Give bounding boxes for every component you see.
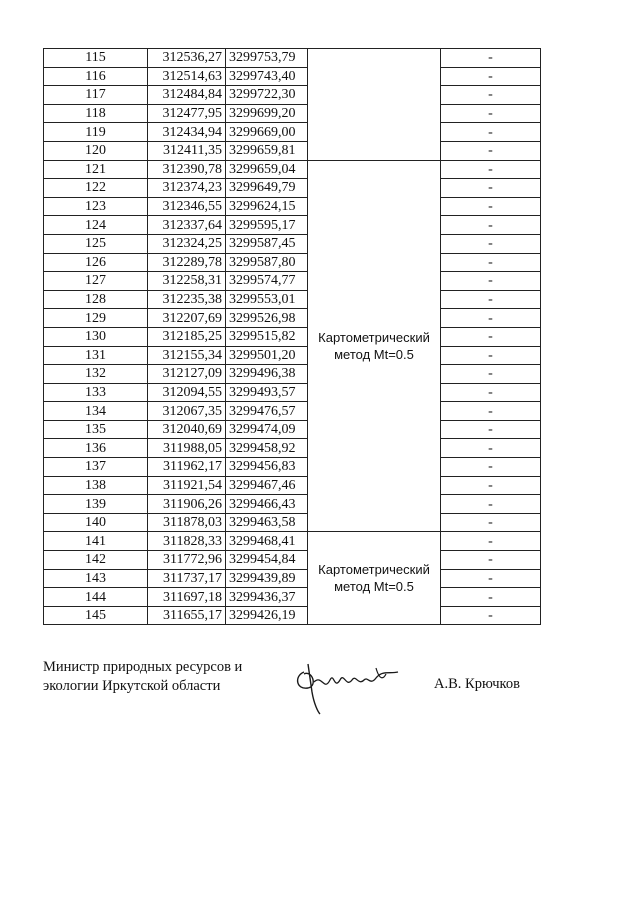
point-number-cell: 135 [44,420,148,439]
note-cell: - [441,86,541,105]
point-number-cell: 137 [44,458,148,477]
x-coordinate-cell: 311655,17 [148,606,226,625]
x-coordinate-cell: 312514,63 [148,67,226,86]
x-coordinate-cell: 312374,23 [148,179,226,198]
point-number-cell: 140 [44,513,148,532]
table-row [44,588,541,607]
x-coordinate-cell: 311921,54 [148,476,226,495]
y-coordinate-cell: 3299722,30 [226,86,308,105]
table-row [44,160,541,179]
method-label-line-1: Картометрический [318,330,430,345]
point-number-cell: 142 [44,551,148,570]
x-coordinate-cell: 312484,84 [148,86,226,105]
point-number-cell: 133 [44,383,148,402]
x-coordinate-cell: 311828,33 [148,532,226,551]
table-row [44,439,541,458]
table-row [44,197,541,216]
note-cell: - [441,458,541,477]
note-cell: - [441,216,541,235]
point-number-cell: 120 [44,141,148,160]
y-coordinate-cell: 3299659,81 [226,141,308,160]
note-cell: - [441,606,541,625]
x-coordinate-cell: 312067,35 [148,402,226,421]
x-coordinate-cell: 312536,27 [148,49,226,68]
note-cell: - [441,234,541,253]
point-number-cell: 132 [44,365,148,384]
y-coordinate-cell: 3299699,20 [226,104,308,123]
table-row [44,346,541,365]
x-coordinate-cell: 312337,64 [148,216,226,235]
note-cell: - [441,290,541,309]
y-coordinate-cell: 3299595,17 [226,216,308,235]
table-row [44,104,541,123]
note-cell: - [441,569,541,588]
note-cell: - [441,588,541,607]
y-coordinate-cell: 3299466,43 [226,495,308,514]
point-number-cell: 115 [44,49,148,68]
x-coordinate-cell: 312324,25 [148,234,226,253]
y-coordinate-cell: 3299753,79 [226,49,308,68]
table-row [44,216,541,235]
y-coordinate-cell: 3299743,40 [226,67,308,86]
point-number-cell: 139 [44,495,148,514]
note-cell: - [441,104,541,123]
signatory-position [43,658,242,696]
table-row [44,420,541,439]
x-coordinate-cell: 312346,55 [148,197,226,216]
table-row [44,234,541,253]
y-coordinate-cell: 3299501,20 [226,346,308,365]
x-coordinate-cell: 312477,95 [148,104,226,123]
table-row [44,141,541,160]
y-coordinate-cell: 3299456,83 [226,458,308,477]
note-cell: - [441,49,541,68]
point-number-cell: 117 [44,86,148,105]
table-row [44,476,541,495]
x-coordinate-cell: 312185,25 [148,327,226,346]
note-cell: - [441,402,541,421]
method-cell [308,532,441,625]
y-coordinate-cell: 3299474,09 [226,420,308,439]
x-coordinate-cell: 312289,78 [148,253,226,272]
point-number-cell: 124 [44,216,148,235]
table-row [44,290,541,309]
point-number-cell: 127 [44,272,148,291]
y-coordinate-cell: 3299436,37 [226,588,308,607]
table-row [44,495,541,514]
note-cell: - [441,253,541,272]
point-number-cell: 141 [44,532,148,551]
y-coordinate-cell: 3299526,98 [226,309,308,328]
point-number-cell: 118 [44,104,148,123]
table-row [44,606,541,625]
table-row [44,383,541,402]
y-coordinate-cell: 3299659,04 [226,160,308,179]
y-coordinate-cell: 3299624,15 [226,197,308,216]
note-cell: - [441,141,541,160]
point-number-cell: 131 [44,346,148,365]
note-cell: - [441,123,541,142]
x-coordinate-cell: 311878,03 [148,513,226,532]
point-number-cell: 130 [44,327,148,346]
y-coordinate-cell: 3299587,45 [226,234,308,253]
note-cell: - [441,67,541,86]
y-coordinate-cell: 3299496,38 [226,365,308,384]
table-row [44,327,541,346]
y-coordinate-cell: 3299468,41 [226,532,308,551]
point-number-cell: 138 [44,476,148,495]
coordinates-table [43,48,541,625]
method-label-line-1: Картометрический [318,562,430,578]
x-coordinate-cell: 311772,96 [148,551,226,570]
table-row [44,365,541,384]
table-row [44,86,541,105]
y-coordinate-cell: 3299458,92 [226,439,308,458]
signatory-name: А.В. Крючков [434,676,520,692]
method-cell [308,49,441,161]
method-label-line-2: метод Mt=0.5 [334,347,414,362]
note-cell: - [441,272,541,291]
point-number-cell: 125 [44,234,148,253]
note-cell: - [441,160,541,179]
position-line-1: Министр природных ресурсов и [43,659,243,675]
x-coordinate-cell: 311988,05 [148,439,226,458]
x-coordinate-cell: 312258,31 [148,272,226,291]
point-number-cell: 144 [44,588,148,607]
note-cell: - [441,551,541,570]
note-cell: - [441,365,541,384]
note-cell: - [441,346,541,365]
point-number-cell: 121 [44,160,148,179]
note-cell: - [441,309,541,328]
coordinates-table-body [44,49,541,625]
point-number-cell: 143 [44,569,148,588]
y-coordinate-cell: 3299426,19 [226,606,308,625]
point-number-cell: 123 [44,197,148,216]
note-cell: - [441,383,541,402]
table-row [44,123,541,142]
x-coordinate-cell: 311906,26 [148,495,226,514]
table-row [44,402,541,421]
table-row [44,513,541,532]
x-coordinate-cell: 312434,94 [148,123,226,142]
method-cell [308,160,441,532]
y-coordinate-cell: 3299669,00 [226,123,308,142]
x-coordinate-cell: 312207,69 [148,309,226,328]
x-coordinate-cell: 311962,17 [148,458,226,477]
y-coordinate-cell: 3299574,77 [226,272,308,291]
point-number-cell: 145 [44,606,148,625]
note-cell: - [441,513,541,532]
point-number-cell: 116 [44,67,148,86]
x-coordinate-cell: 312094,55 [148,383,226,402]
note-cell: - [441,439,541,458]
method-label-line-2: метод Mt=0.5 [334,579,414,595]
y-coordinate-cell: 3299649,79 [226,179,308,198]
x-coordinate-cell: 312155,34 [148,346,226,365]
point-number-cell: 122 [44,179,148,198]
note-cell: - [441,476,541,495]
point-number-cell: 119 [44,123,148,142]
point-number-cell: 126 [44,253,148,272]
position-line-2: экологии Иркутской области [43,678,221,694]
table-row [44,532,541,551]
note-cell: - [441,197,541,216]
note-cell: - [441,495,541,514]
y-coordinate-cell: 3299463,58 [226,513,308,532]
table-row [44,569,541,588]
y-coordinate-cell: 3299493,57 [226,383,308,402]
table-row [44,67,541,86]
table-row [44,551,541,570]
note-cell: - [441,179,541,198]
y-coordinate-cell: 3299439,89 [226,569,308,588]
table-row [44,49,541,68]
x-coordinate-cell: 311697,18 [148,588,226,607]
y-coordinate-cell: 3299587,80 [226,253,308,272]
note-cell: - [441,327,541,346]
point-number-cell: 136 [44,439,148,458]
x-coordinate-cell: 312040,69 [148,420,226,439]
handwritten-signature [290,652,405,722]
note-cell: - [441,532,541,551]
y-coordinate-cell: 3299515,82 [226,327,308,346]
x-coordinate-cell: 312411,35 [148,141,226,160]
y-coordinate-cell: 3299467,46 [226,476,308,495]
x-coordinate-cell: 312127,09 [148,365,226,384]
x-coordinate-cell: 312390,78 [148,160,226,179]
table-row [44,272,541,291]
point-number-cell: 128 [44,290,148,309]
y-coordinate-cell: 3299553,01 [226,290,308,309]
x-coordinate-cell: 311737,17 [148,569,226,588]
y-coordinate-cell: 3299476,57 [226,402,308,421]
table-row [44,309,541,328]
point-number-cell: 129 [44,309,148,328]
note-cell: - [441,420,541,439]
y-coordinate-cell: 3299454,84 [226,551,308,570]
table-row [44,458,541,477]
x-coordinate-cell: 312235,38 [148,290,226,309]
table-row [44,179,541,198]
point-number-cell: 134 [44,402,148,421]
table-row [44,253,541,272]
